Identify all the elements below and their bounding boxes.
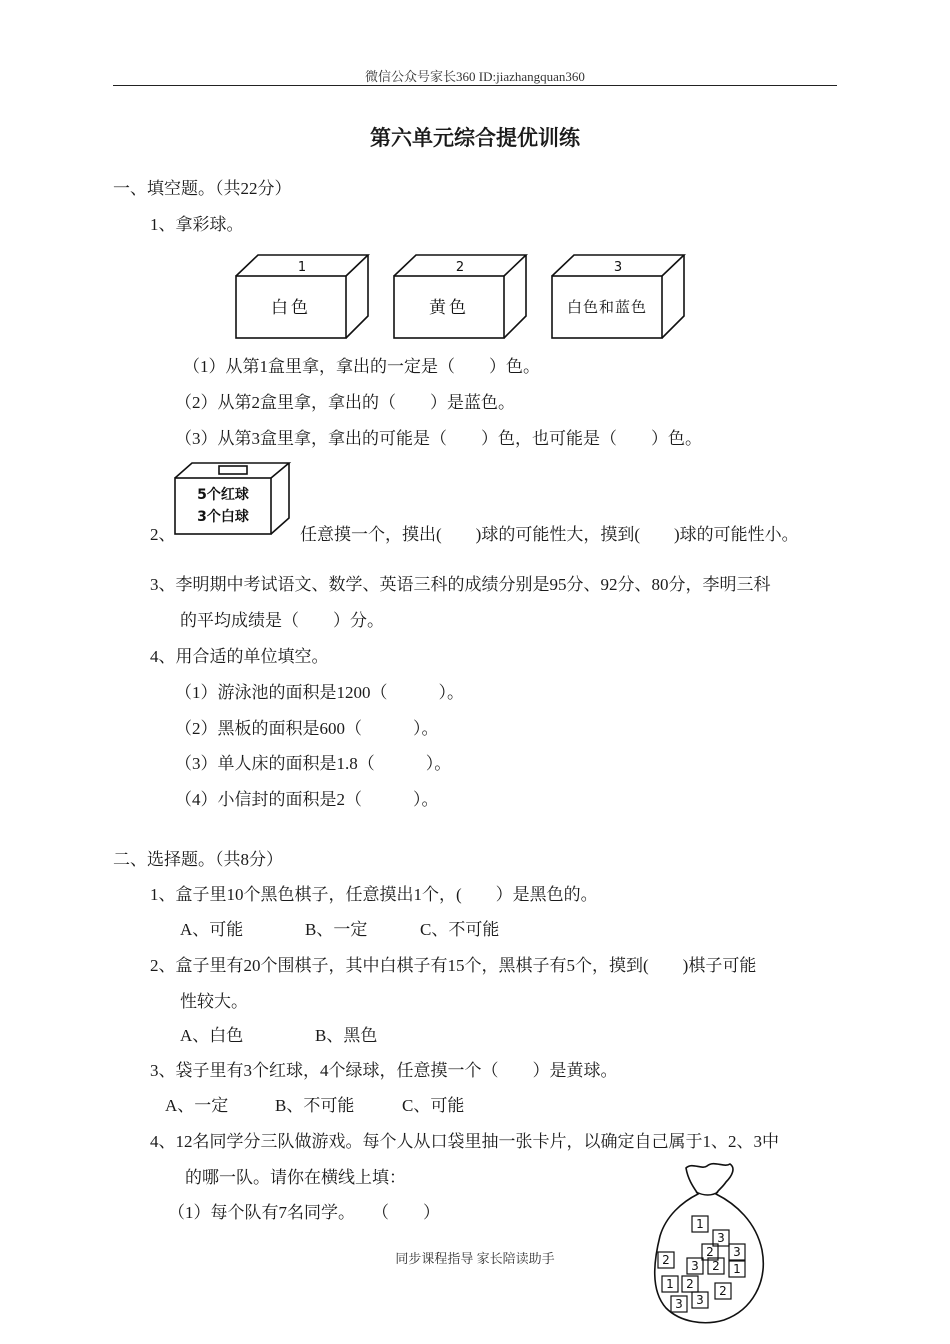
s2-q4-line2: 的哪一队。请你在横线上填： [185,1168,406,1187]
bag-card-label: 3 [696,1293,704,1307]
bag-card-label: 2 [712,1259,720,1273]
s1-q4-sub3: （3）单人床的面积是1.8（ ）。 [175,754,452,773]
bag-card-label: 3 [717,1231,725,1245]
bag-card-label: 2 [686,1277,694,1291]
coin-slot [219,466,247,474]
s2-q2-option-b: B、黑色 [315,1026,378,1045]
s2-q1-stem: 1、盒子里10个黑色棋子，任意摸出1个，( ）是黑色的。 [150,885,598,904]
box-1-label: 白色 [271,298,311,318]
box-2-label: 黄色 [429,298,469,318]
bag-card-label: 3 [691,1259,699,1273]
s2-q2-line1: 2、盒子里有20个围棋子，其中白棋子有15个，黑棋子有5个，摸到( )棋子可能 [150,956,757,975]
s1-q1-stem: 1、拿彩球。 [150,215,244,234]
s1-q1-sub2: （2）从第2盒里拿，拿出的（ ）是蓝色。 [175,393,515,412]
box-2-number: 2 [455,260,465,275]
card-bag-illustration [652,1160,768,1326]
s2-q2-option-a: A、白色 [180,1026,244,1045]
s2-q4-sub1: （1）每个队有7名同学。 （ ） [168,1203,440,1222]
s2-q4-line1: 4、12名同学分三队做游戏。每个人从口袋里抽一张卡片，以确定自己属于1、2、3中 [150,1132,779,1151]
ball-box-illustration [172,460,294,538]
s1-q1-sub1: （1）从第1盒里拿，拿出的一定是（ ）色。 [183,357,540,376]
bag-card-label: 3 [733,1245,741,1259]
header-rule [113,85,837,86]
bag-card-label: 2 [706,1245,714,1259]
box-3-number: 3 [613,260,623,275]
s1-q2-prefix: 2、 [150,525,176,544]
bag-card-label: 1 [666,1277,674,1291]
ball-box-line-2: 3个白球 [197,509,249,525]
s1-q1-sub3: （3）从第3盒里拿，拿出的可能是（ ）色，也可能是（ ）色。 [175,429,702,448]
s2-q3-stem: 3、袋子里有3个红球，4个绿球，任意摸一个（ ）是黄球。 [150,1061,618,1080]
s2-q3-option-c: C、可能 [402,1096,465,1115]
bag-card-label: 2 [662,1253,670,1267]
bag-tie [696,1192,718,1195]
section1-heading: 一、填空题。（共22分） [113,179,292,198]
page-header: 微信公众号家长360 ID:jiazhangquan360 [365,69,585,84]
s1-q4-stem: 4、用合适的单位填空。 [150,647,329,666]
s2-q1-option-b: B、一定 [305,920,368,939]
bag-card-label: 2 [719,1284,727,1298]
bag-card-label: 1 [696,1217,704,1231]
s2-q1-option-a: A、可能 [180,920,244,939]
s2-q2-line2: 性较大。 [180,992,248,1011]
s2-q3-option-a: A、一定 [165,1096,229,1115]
s2-q1-option-c: C、不可能 [420,920,500,939]
bag-card-label: 1 [733,1262,741,1276]
page-footer: 同步课程指导 家长陪读助手 [395,1251,555,1266]
s1-q3-line2: 的平均成绩是（ ）分。 [180,611,384,630]
ball-box-line-1: 5个红球 [197,487,249,503]
s1-q2-text: 任意摸一个，摸出( )球的可能性大，摸到( )球的可能性小。 [300,525,799,544]
s1-q4-sub2: （2）黑板的面积是600（ ）。 [175,719,439,738]
s1-q3-line1: 3、李明期中考试语文、数学、英语三科的成绩分别是95分、92分、80分，李明三科 [150,575,771,594]
color-boxes-illustration [234,252,688,342]
bag-card-label: 3 [675,1297,683,1311]
s2-q3-option-b: B、不可能 [275,1096,355,1115]
page-title: 第六单元综合提优训练 [370,126,580,150]
s1-q4-sub4: （4）小信封的面积是2（ ）。 [175,790,439,809]
section2-heading: 二、选择题。（共8分） [113,850,283,869]
box-3-label: 白色和蓝色 [566,298,648,316]
box-1-number: 1 [297,260,307,275]
s1-q4-sub1: （1）游泳池的面积是1200（ ）。 [175,683,464,702]
